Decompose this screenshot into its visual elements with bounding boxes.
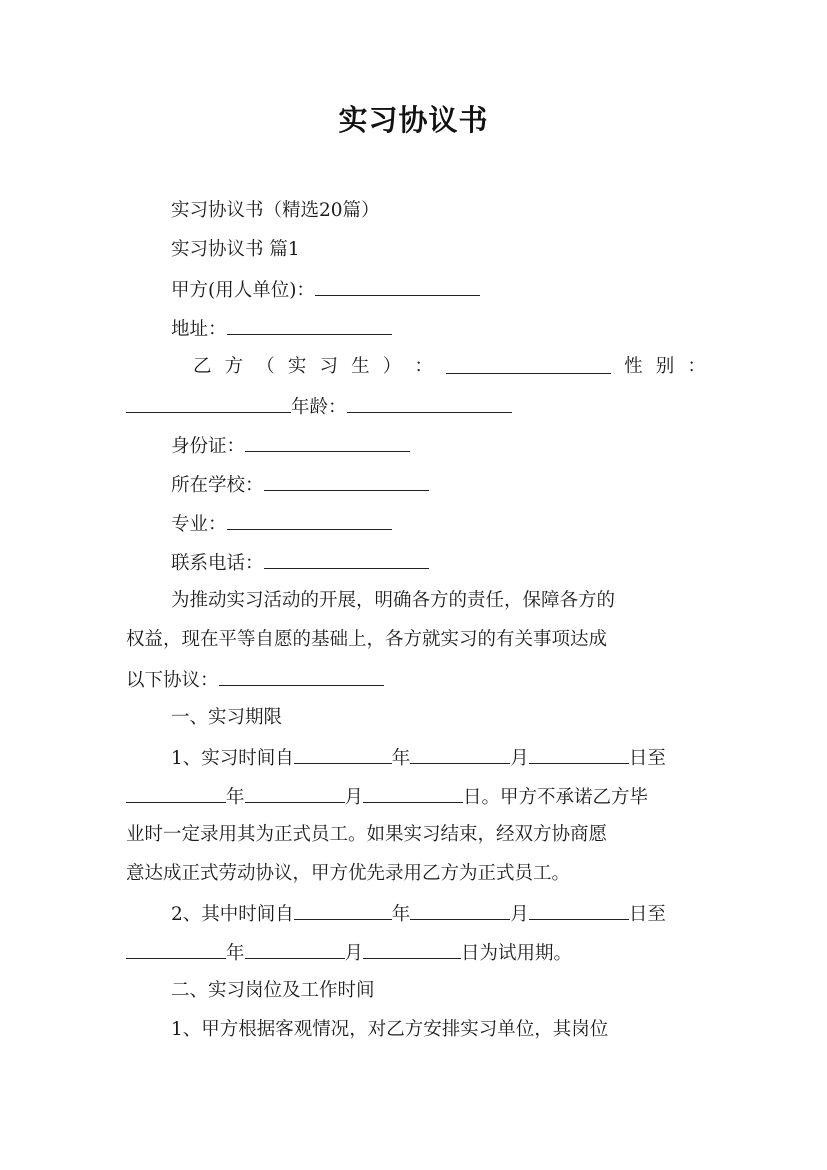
year-blank	[126, 784, 226, 803]
day-to-label: 日至	[628, 748, 666, 769]
day-blank	[529, 901, 629, 920]
age-blank	[347, 394, 512, 413]
month-label: 月	[510, 904, 529, 925]
school-line	[171, 472, 706, 496]
id-card-blank	[245, 433, 410, 452]
section-heading: 一、实习期限	[171, 707, 283, 728]
phone-label: 联系电话：	[171, 553, 264, 574]
major-line	[171, 511, 706, 535]
month-label: 月	[510, 748, 529, 769]
gender-blank	[126, 394, 291, 413]
month-blank	[245, 940, 345, 959]
gender-char: ：	[687, 356, 706, 377]
section-heading: 二、实习岗位及工作时间	[171, 980, 375, 1001]
year-blank	[126, 940, 226, 959]
paragraph-line: 意达成正式劳动协议，甲方优先录用乙方为正式员工。	[126, 863, 571, 884]
agreement-label: 以下协议：	[126, 670, 219, 691]
address-line	[171, 316, 706, 340]
party-b-blank	[446, 355, 611, 374]
party-b-char: 习	[319, 356, 339, 377]
school-blank	[264, 472, 429, 491]
month-label: 月	[344, 943, 364, 964]
month-blank	[410, 745, 510, 764]
period-start-label: 1、实习时间自	[171, 748, 294, 769]
party-b-char: 生	[351, 356, 370, 377]
agreement-line	[126, 667, 706, 691]
address-label: 地址：	[171, 319, 227, 340]
probation-period-line	[171, 901, 706, 925]
year-label: 年	[391, 904, 411, 925]
probation-end-text: 日为试用期。	[461, 943, 573, 964]
year-blank	[294, 745, 392, 764]
party-b-char: 方	[224, 356, 244, 377]
address-blank	[227, 316, 392, 335]
day-to-label: 日至	[628, 904, 666, 925]
paragraph-line: 业时一定录用其为正式员工。如果实习结束，经双方协商愿	[126, 824, 608, 845]
month-label: 月	[344, 787, 364, 808]
document-title: 实习协议书	[338, 103, 489, 137]
party-b-line	[193, 355, 706, 379]
period-end-text: 日。甲方不承诺乙方毕	[463, 787, 649, 808]
party-b-char: 乙	[193, 356, 212, 377]
gender-age-line	[126, 394, 706, 418]
probation-start-label: 2、其中时间自	[171, 904, 294, 925]
year-label: 年	[226, 943, 245, 964]
year-blank	[294, 901, 392, 920]
internship-period-line	[171, 745, 706, 769]
internship-period-end-line	[126, 784, 706, 808]
party-b-char: ）	[382, 356, 402, 377]
paragraph-line: 1、甲方根据客观情况，对乙方安排实习单位，其岗位	[171, 1019, 609, 1040]
subtitle-selected: 实习协议书（精选20篇）	[171, 200, 380, 221]
agreement-blank	[219, 667, 384, 686]
paragraph-line: 权益，现在平等自愿的基础上，各方就实习的有关事项达成	[126, 629, 608, 650]
party-a-label: 甲方(用人单位)：	[171, 280, 315, 301]
major-blank	[227, 511, 392, 530]
school-label: 所在学校：	[171, 475, 264, 496]
age-label: 年龄：	[291, 397, 347, 418]
year-label: 年	[391, 748, 411, 769]
day-blank	[529, 745, 629, 764]
party-b-char: （	[256, 356, 275, 377]
year-label: 年	[226, 787, 245, 808]
gender-char: 别	[655, 356, 675, 377]
party-b-char: ：	[414, 356, 433, 377]
probation-period-end-line	[126, 940, 706, 964]
major-label: 专业：	[171, 514, 227, 535]
month-blank	[245, 784, 345, 803]
party-a-blank	[315, 277, 480, 296]
id-card-line	[171, 433, 706, 457]
section-heading-part1: 实习协议书 篇1	[171, 239, 300, 260]
id-card-label: 身份证：	[171, 436, 246, 457]
paragraph-line: 为推动实习活动的开展，明确各方的责任，保障各方的	[171, 590, 616, 611]
gender-char: 性	[624, 356, 643, 377]
day-blank	[363, 784, 463, 803]
day-blank	[363, 940, 461, 959]
phone-line	[171, 550, 706, 574]
month-blank	[410, 901, 510, 920]
party-a-line	[171, 277, 706, 301]
phone-blank	[264, 550, 429, 569]
party-b-char: 实	[287, 356, 307, 377]
